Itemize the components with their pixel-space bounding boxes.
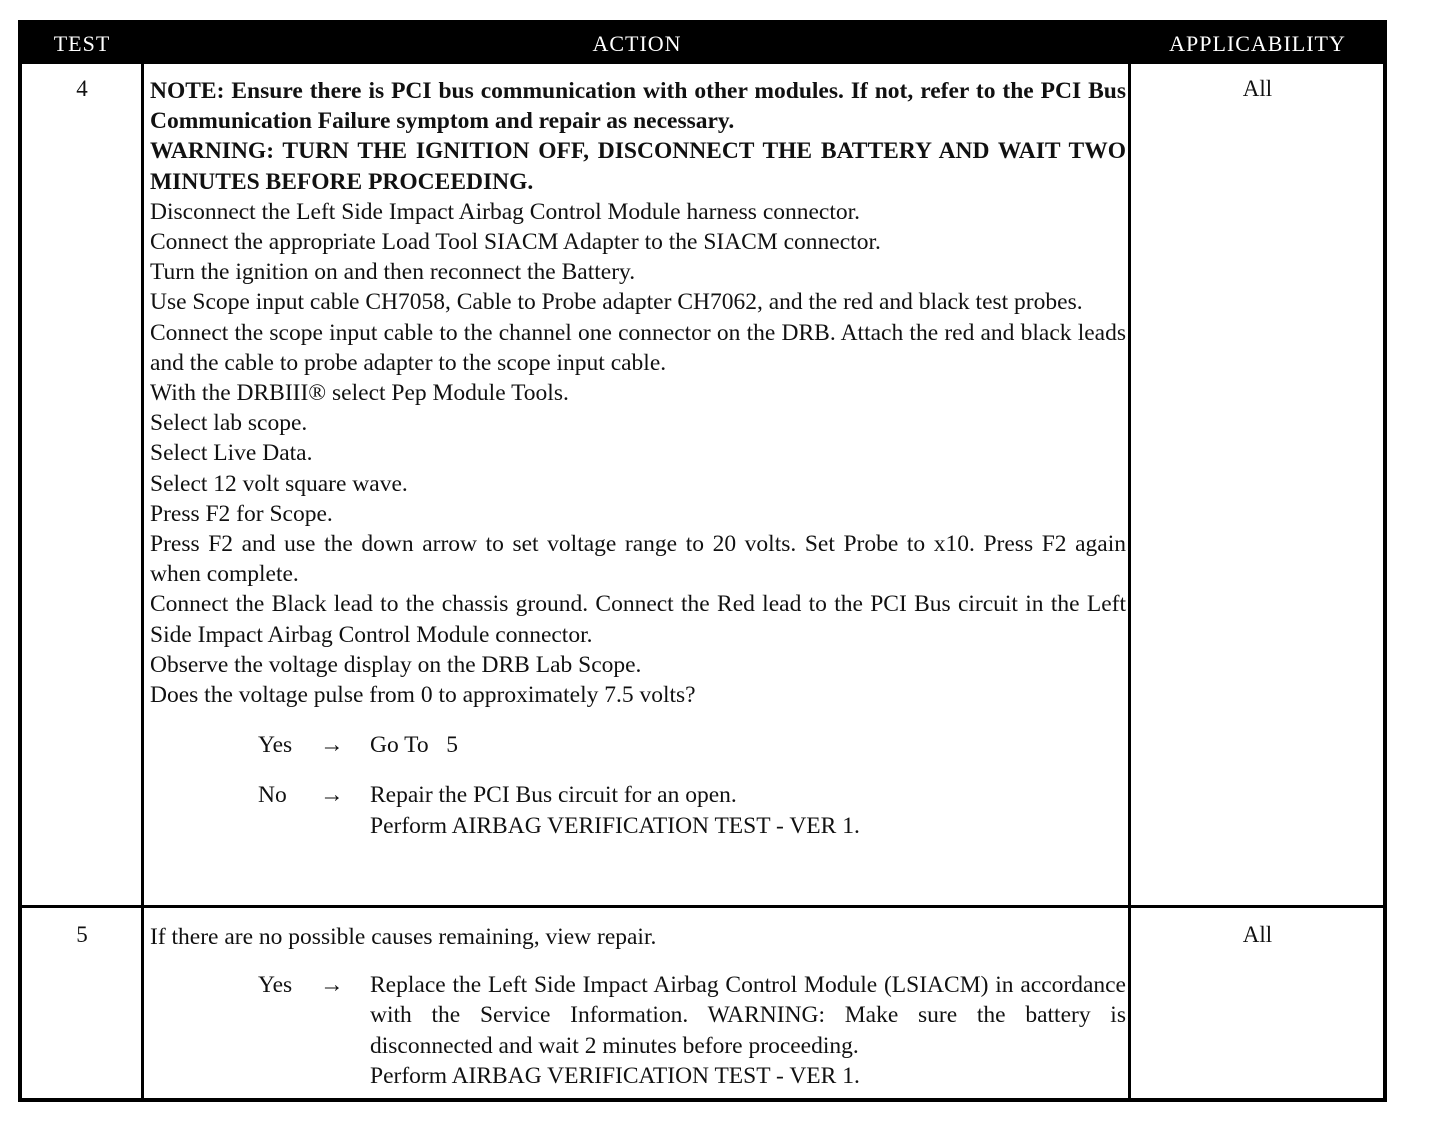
question-text: If there are no possible causes remaining, view repair. [150, 924, 657, 950]
header-action: ACTION [592, 31, 682, 56]
step-text: Observe the voltage display on the DRB Lab Scope. [150, 651, 642, 678]
result-text [370, 780, 1126, 840]
table-row [22, 908, 1383, 1102]
diagnostic-table [18, 20, 1387, 1102]
step-text: Select 12 volt square wave. [150, 470, 408, 497]
result-line: Perform AIRBAG VERIFICATION TEST - VER 1. [370, 1062, 860, 1089]
step-text: Connect the Black lead to the chassis ground. Connect the Red lead to the PCI Bus circuit in the Left Side Impact Airbag Control Module connector. [150, 591, 1126, 648]
applicability-value: All [1242, 922, 1273, 947]
arrow-icon: → [320, 782, 344, 809]
result-text [370, 970, 1126, 1091]
result-line: Repair the PCI Bus circuit for an open. [370, 782, 737, 809]
result-line: Go To 5 [370, 732, 459, 759]
applicability-value: All [1242, 76, 1273, 101]
step-text: With the DRBIII® select Pep Module Tools. [150, 380, 569, 407]
step-text: Disconnect the Left Side Impact Airbag Control Module harness connector. [150, 198, 861, 225]
response-yes [150, 970, 1126, 1091]
warning-text: WARNING: TURN THE IGNITION OFF, DISCONNECT THE BATTERY AND WAIT TWO MINUTES BEFORE PROCEEDING. [150, 138, 1126, 195]
step-text: Press F2 for Scope. [150, 500, 333, 527]
step-text: Connect the appropriate Load Tool SIACM Adapter to the SIACM connector. [150, 229, 881, 256]
arrow-icon: → [320, 732, 344, 759]
result-line: Replace the Left Side Impact Airbag Control Module (LSIACM) in accordance with the Service Information. WARNING: Make sure the battery is disconnected and wait 2 minutes before proceeding. [370, 972, 1126, 1059]
answer-label: Yes [258, 972, 293, 999]
answer-label: Yes [258, 732, 293, 759]
step-text: Select Live Data. [150, 440, 313, 467]
action-cell [150, 76, 1126, 841]
test-number: 4 [76, 76, 88, 101]
response-no [150, 780, 1126, 840]
step-text: Press F2 and use the down arrow to set voltage range to 20 volts. Set Probe to x10. Press F2 again when complete. [150, 531, 1126, 588]
result-line: Perform AIRBAG VERIFICATION TEST - VER 1. [370, 812, 860, 839]
arrow-icon: → [320, 972, 344, 999]
step-text: Use Scope input cable CH7058, Cable to Probe adapter CH7062, and the red and black test probes. [150, 289, 1083, 316]
answer-label: No [258, 782, 287, 809]
test-number: 5 [76, 922, 88, 947]
table-header [22, 24, 1383, 64]
note-text: NOTE: Ensure there is PCI bus communication with other modules. If not, refer to the PCI Bus Communication Failure symptom and repair as necessary. [150, 78, 1126, 135]
action-cell [150, 922, 1126, 1091]
response-yes [150, 730, 1126, 760]
step-text: Connect the scope input cable to the channel one connector on the DRB. Attach the red and black leads and the cable to probe adapter to the scope input cable. [150, 319, 1126, 376]
header-test: TEST [53, 31, 111, 56]
question-text: Does the voltage pulse from 0 to approximately 7.5 volts? [150, 682, 696, 709]
step-text: Select lab scope. [150, 410, 308, 437]
step-text: Turn the ignition on and then reconnect the Battery. [150, 259, 636, 286]
header-applicability: APPLICABILITY [1169, 31, 1346, 56]
result-text [370, 730, 1126, 760]
table-row [22, 64, 1383, 905]
